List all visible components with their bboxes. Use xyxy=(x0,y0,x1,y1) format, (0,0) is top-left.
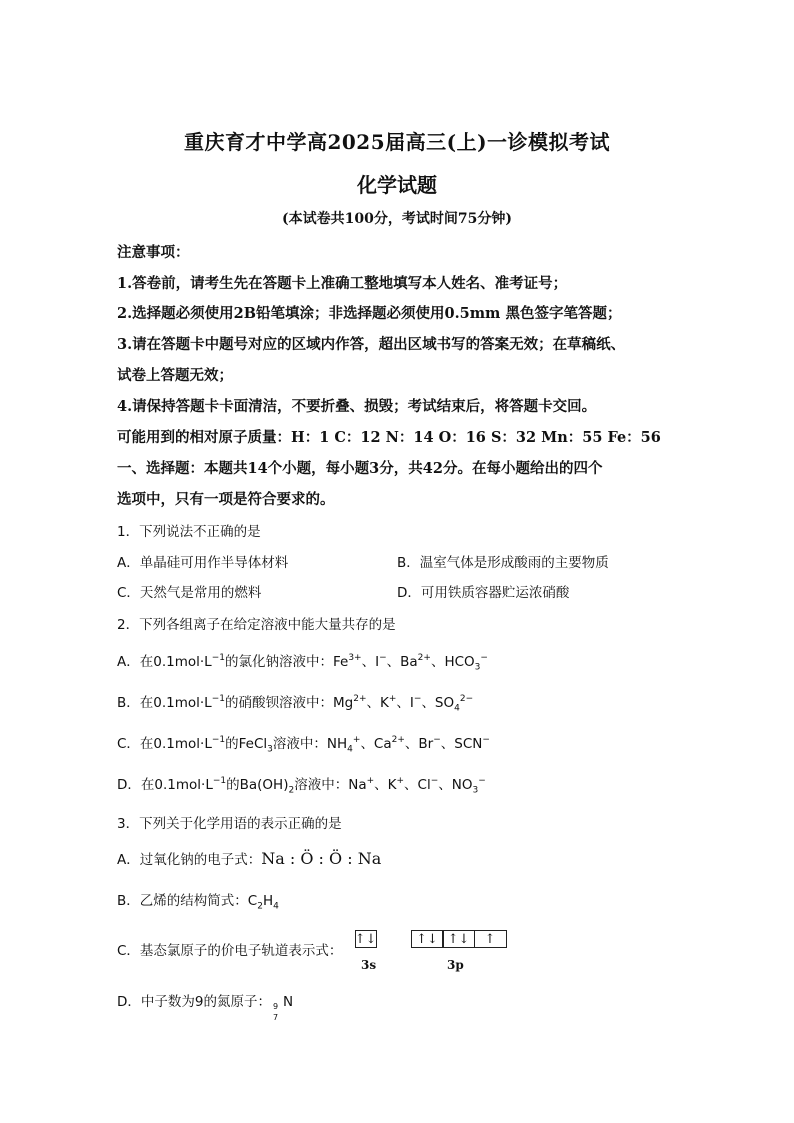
section-1-heading-cont: 选项中，只有一项是符合要求的。 xyxy=(117,491,335,508)
q3-option-d: D．中子数为9的氮原子： 9 7 N xyxy=(117,994,294,1022)
notice-heading: 注意事项： xyxy=(117,244,190,261)
orbital-box-3p-1: ↑↓ xyxy=(411,930,444,948)
orbital-label-3p: 3p xyxy=(447,958,464,972)
exam-subtitle: 化学试题 xyxy=(357,173,437,197)
q3-option-c: C．基态氯原子的价电子轨道表示式： xyxy=(117,943,343,959)
sodium-peroxide-lewis: Na : Ö : Ö : Na xyxy=(261,849,382,868)
q3-option-a: A．过氧化钠的电子式：Na : Ö : Ö : Na xyxy=(117,849,382,868)
orbital-3p xyxy=(412,930,507,948)
q3-stem: 3．下列关于化学用语的表示正确的是 xyxy=(117,816,342,832)
exam-title: 重庆育才中学高2025届高三(上)一诊模拟考试 xyxy=(183,130,611,154)
orbital-box-3p-2: ↑↓ xyxy=(442,930,475,948)
orbital-box-3p-3: ↑ xyxy=(474,930,507,948)
section-1-heading: 一、选择题：本题共14个小题，每小题3分，共42分。在每小题给出的四个 xyxy=(117,460,603,477)
notice-1: 1.答卷前，请考生先在答题卡上准确工整地填写本人姓名、准考证号； xyxy=(117,275,568,292)
notice-3-cont: 试卷上答题无效； xyxy=(117,367,233,384)
q2-option-c: C．在$0.1mol\cdot L^{-1}$的FeCl$_3$溶液中：$NH_4^+$、$Ca^{2+}$、Br−、SCN− xyxy=(117,734,490,755)
q2-stem: 2．下列各组离子在给定溶液中能大量共存的是 xyxy=(117,617,396,633)
orbital-box-3s: ↑↓ xyxy=(354,931,377,947)
q2-option-b: B．在$0.1mol\cdot L^{-1}$的硝酸钡溶液中：$Mg^{2+}$、K+、I−、$SO_4^{2-}$ xyxy=(117,693,474,714)
atomic-masses: 可能用到的相对原子质量：H：1 C：12 N：14 O：16 S：32 Mn：55 Fe：56 xyxy=(117,429,661,446)
q1-option-c: C．天然气是常用的燃料 xyxy=(117,585,262,601)
exam-note: (本试卷共100分，考试时间75分钟) xyxy=(282,211,512,227)
orbital-3s xyxy=(356,930,377,948)
orbital-label-3s: 3s xyxy=(361,958,377,972)
q1-option-a: A．单晶硅可用作半导体材料 xyxy=(117,555,289,571)
notice-3: 3.请在答题卡中题号对应的区域内作答，超出区域书写的答案无效；在草稿纸、 xyxy=(117,336,626,353)
q3-option-b: B．乙烯的结构简式：$C_2H_4$ xyxy=(117,893,279,912)
q2-option-a: A．在$0.1mol\cdot L^{-1}$的氯化钠溶液中：$Fe^{3+}$、I−、$Ba^{2+}$、$HCO_3^-$ xyxy=(117,652,488,673)
notice-2: 2.选择题必须使用2B铅笔填涂；非选择题必须使用0.5mm 黑色签字笔答题； xyxy=(117,305,622,322)
notice-4: 4.请保持答题卡卡面清洁，不要折叠、损毁；考试结束后，将答题卡交回。 xyxy=(117,398,597,415)
q1-stem: 1．下列说法不正确的是 xyxy=(117,524,261,540)
q1-option-d: D．可用铁质容器贮运浓硝酸 xyxy=(397,585,570,601)
q1-option-b: B．温室气体是形成酸雨的主要物质 xyxy=(397,555,609,571)
q2-option-d: D．在$0.1mol\cdot L^{-1}$的$Ba(OH)_2$溶液中：Na+、K+、Cl−、$NO_3^-$ xyxy=(117,775,486,796)
